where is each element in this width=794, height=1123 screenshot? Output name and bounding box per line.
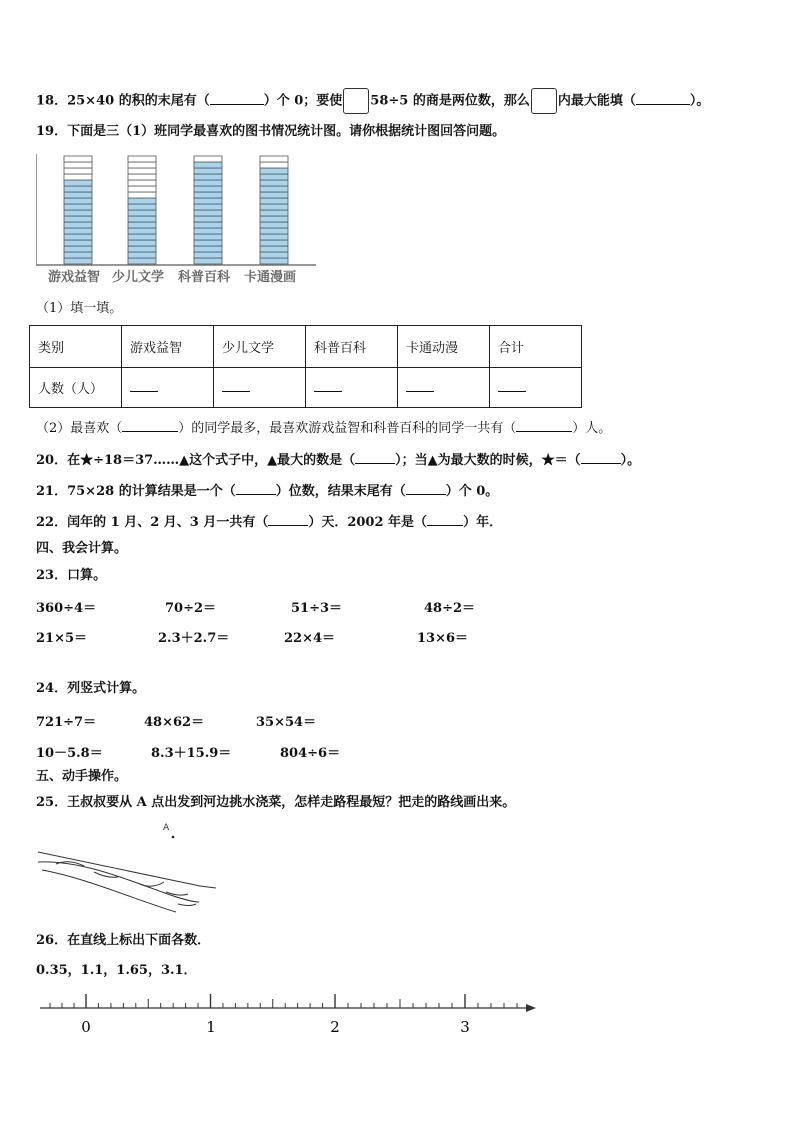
bar-cell [64, 246, 92, 252]
numbers-to-mark: 0.35，1.1，1.65，3.1． [36, 963, 197, 978]
bar-cell [64, 204, 92, 210]
river-wave [140, 882, 164, 886]
bar-cell [64, 258, 92, 264]
answer-blank[interactable] [427, 513, 463, 526]
table-answer-cell[interactable] [122, 368, 214, 408]
point-a [172, 836, 175, 839]
calc-item: 2.3＋2.7＝ [158, 631, 230, 646]
answer-blank[interactable] [236, 482, 276, 495]
bar-category-label: 少儿文学 [112, 270, 165, 285]
bar-cell [260, 174, 288, 180]
table-answer-cell[interactable] [398, 368, 490, 408]
bar-cell [64, 252, 92, 258]
calc-item: 10－5.8＝ [36, 746, 103, 761]
calc-item: 35×54＝ [256, 715, 317, 730]
bar-cell [128, 252, 156, 258]
table-header-cell: 类别 [30, 326, 122, 368]
table-row [30, 368, 582, 408]
river-bank-end [200, 886, 216, 890]
calc-item: 22×4＝ [284, 631, 336, 646]
answer-blank[interactable] [122, 419, 178, 432]
bar-cell [260, 252, 288, 258]
bar-cell [260, 246, 288, 252]
tick-label-2: 2 [330, 1018, 340, 1036]
point-a-label: A [163, 823, 170, 833]
question-18: 18．25×40 的积的末尾有（ ）个 0；要使 58÷5 的商是两位数，那么 内最大能填（ ）。 [36, 88, 709, 114]
question-26: 26．在直线上标出下面各数． [36, 933, 211, 948]
table-answer-cell[interactable] [214, 368, 306, 408]
tick-label-3: 3 [460, 1018, 470, 1036]
sub-question-1: （1）填一填。 [36, 301, 123, 316]
bar-cell [64, 210, 92, 216]
calc-item: 51÷3＝ [291, 601, 343, 616]
calc-item: 48÷2＝ [424, 601, 476, 616]
bar-cell [194, 186, 222, 192]
bar-cell [260, 216, 288, 222]
bar-cell [260, 210, 288, 216]
bar-cell [194, 222, 222, 228]
answer-blank[interactable] [268, 513, 308, 526]
river-bank-lower [38, 862, 199, 902]
bar-cell [64, 240, 92, 246]
tick-label-0: 0 [81, 1018, 91, 1036]
bar-cell [194, 174, 222, 180]
table-header-cell: 科普百科 [306, 326, 398, 368]
river-wave [178, 904, 196, 906]
bar-category-label: 游戏益智 [48, 270, 101, 285]
bar-cell [128, 204, 156, 210]
bar-cell [64, 228, 92, 234]
calc-item: 360÷4＝ [36, 601, 97, 616]
calc-item: 13×6＝ [417, 631, 469, 646]
bar-cell [194, 204, 222, 210]
bar-cell [128, 192, 156, 198]
bar-cell [194, 258, 222, 264]
bar-cell [128, 234, 156, 240]
bar-cell [128, 246, 156, 252]
bar-cell [128, 222, 156, 228]
tick-label-1: 1 [206, 1018, 216, 1036]
bar-cell [128, 228, 156, 234]
bar-cell [194, 180, 222, 186]
sub-question-2: （2）最喜欢（ ）的同学最多，最喜欢游戏益智和科普百科的同学一共有（ ）人。 [36, 421, 612, 436]
answer-blank[interactable] [406, 482, 446, 495]
answer-blank[interactable] [581, 451, 621, 464]
bar-cell [260, 222, 288, 228]
bar-cell [128, 162, 156, 168]
bar-cell [128, 210, 156, 216]
bar-cell [260, 258, 288, 264]
table-row-label: 人数（人） [30, 368, 122, 408]
table-header-cell: 少儿文学 [214, 326, 306, 368]
bar-cell [64, 234, 92, 240]
bar-cell [194, 228, 222, 234]
bar-cell [128, 216, 156, 222]
answer-blank[interactable] [355, 451, 395, 464]
bar-cell [64, 216, 92, 222]
bar-cell [260, 168, 288, 174]
bar-cell [64, 186, 92, 192]
bar-cell [128, 258, 156, 264]
bar-cell [194, 198, 222, 204]
table-header-cell: 合计 [490, 326, 582, 368]
bar-cell [260, 240, 288, 246]
bar-cell [260, 186, 288, 192]
bar-cell [260, 204, 288, 210]
question-22: 22．闰年的 1 月、2 月、3 月一共有（ ）天．2002 年是（ ）年． [36, 515, 503, 530]
answer-box[interactable] [343, 88, 369, 114]
bar-cell [64, 180, 92, 186]
bar-cell [64, 198, 92, 204]
bar-cell [194, 210, 222, 216]
bar-cell [64, 174, 92, 180]
bar-cell [128, 186, 156, 192]
bar-cell [194, 168, 222, 174]
section-5-title: 五、动手操作。 [36, 769, 128, 784]
calc-item: 804÷6＝ [280, 746, 341, 761]
bar-cell [128, 180, 156, 186]
bar-category-label: 科普百科 [178, 270, 231, 285]
bar-cell [64, 192, 92, 198]
section-4-title: 四、我会计算。 [36, 541, 128, 556]
bar-chart [36, 154, 316, 266]
table-header-row [30, 326, 582, 368]
table-answer-cell[interactable] [306, 368, 398, 408]
question-19: 19．下面是三（1）班同学最喜欢的图书情况统计图。请你根据统计图回答问题。 [36, 124, 506, 139]
bar-cell [260, 162, 288, 168]
bar-cell [194, 234, 222, 240]
bar-cell [128, 198, 156, 204]
bar-cell [260, 234, 288, 240]
bar-cell [128, 240, 156, 246]
bar-cell [260, 192, 288, 198]
question-21: 21．75×28 的计算结果是一个（ ）位数，结果末尾有（ ）个 0。 [36, 484, 499, 499]
bar-cell [194, 192, 222, 198]
answer-blank[interactable] [516, 419, 572, 432]
number-line-arrow [526, 1004, 536, 1012]
bar-cell [194, 156, 222, 162]
bar-cell [194, 240, 222, 246]
calc-item: 48×62＝ [144, 715, 205, 730]
river-diagram [36, 820, 216, 915]
bar-cell [260, 180, 288, 186]
question-20: 20．在★÷18＝37……▲这个式子中，▲最大的数是（ ）；当▲为最大数的时候，★＝（ ）。 [36, 453, 641, 468]
bar-cell [64, 222, 92, 228]
bar-cell [194, 162, 222, 168]
bar-cell [194, 246, 222, 252]
bar-cell [260, 198, 288, 204]
bar-cell [64, 156, 92, 162]
answer-blank[interactable] [210, 92, 264, 105]
calc-item: 21×5＝ [36, 631, 88, 646]
bar-cell [128, 168, 156, 174]
question-25: 25．王叔叔要从 A 点出发到河边挑水浇菜，怎样走路程最短？把走的路线画出来。 [36, 795, 516, 810]
bar-cell [194, 252, 222, 258]
answer-box[interactable] [531, 88, 557, 114]
table-header-cell: 游戏益智 [122, 326, 214, 368]
number-line [36, 990, 542, 1036]
calc-item: 70÷2＝ [165, 601, 217, 616]
question-23: 23．口算。 [36, 568, 107, 583]
bar-cell [64, 162, 92, 168]
bar-category-label: 卡通漫画 [244, 270, 297, 285]
question-24: 24．列竖式计算。 [36, 681, 146, 696]
bar-cell [260, 228, 288, 234]
answer-blank[interactable] [636, 92, 690, 105]
bar-cell [128, 174, 156, 180]
calc-item: 8.3＋15.9＝ [151, 746, 232, 761]
data-table [29, 325, 582, 408]
river-bank-upper [38, 852, 200, 886]
bar-cell [194, 216, 222, 222]
table-header-cell: 卡通动漫 [398, 326, 490, 368]
bar-cell [128, 156, 156, 162]
bar-cell [260, 156, 288, 162]
bar-cell [64, 168, 92, 174]
table-answer-cell[interactable] [490, 368, 582, 408]
calc-item: 721÷7＝ [36, 715, 97, 730]
